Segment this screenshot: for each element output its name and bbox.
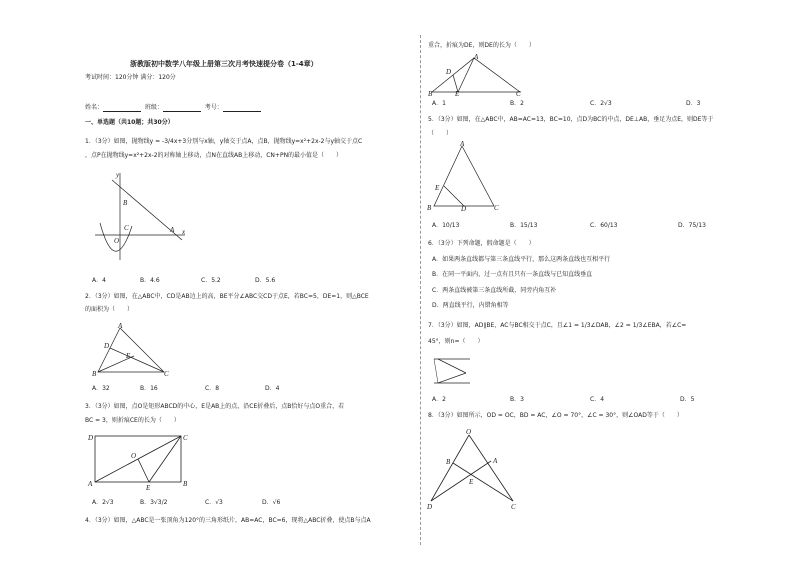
q8-label-b: B bbox=[446, 458, 451, 466]
q5-figure bbox=[426, 140, 506, 212]
q5-option-a[interactable]: A．10/13 bbox=[432, 222, 460, 229]
name-blank[interactable] bbox=[103, 105, 141, 112]
q4-option-d[interactable]: D．3 bbox=[686, 100, 701, 107]
q3-option-d[interactable]: D．√6 bbox=[262, 499, 281, 506]
q3-figure bbox=[87, 428, 197, 492]
q8-line-1: 8．（3分）如图所示，OD = OC，BD = AC，∠O = 70°，∠C = 30°，则∠OAD等于（ ） bbox=[428, 412, 683, 419]
class-label: 班级： bbox=[144, 104, 163, 111]
q1-label-y: y bbox=[116, 171, 120, 179]
q5-line-2: （ ） bbox=[428, 130, 453, 137]
q7-option-d[interactable]: D．5 bbox=[680, 396, 695, 403]
q2-option-d[interactable]: D．4 bbox=[265, 385, 280, 392]
q7-option-b[interactable]: B．3 bbox=[510, 396, 524, 403]
q3-line-1: 3．（3分）如图，点O是矩形ABCD的中心，E是AB上的点，沿CE折叠后，点B恰好与点O重合，若 bbox=[85, 403, 345, 410]
q6-choice-c[interactable]: C．两条直线被第三条直线所截，同旁内角互补 bbox=[432, 287, 557, 294]
q2-label-d: D bbox=[104, 342, 110, 350]
q6-line-1: 6．（3分）下列命题，假命题是（ ） bbox=[428, 240, 535, 247]
q3-option-b[interactable]: B．3√3/2 bbox=[140, 499, 168, 506]
q1-label-o: O bbox=[114, 237, 120, 245]
q3-label-b: B bbox=[183, 480, 188, 488]
q1-label-b: B bbox=[123, 199, 128, 207]
q4-line-1: 4．（3分）如图，△ABC是一张顶角为120°的三角形纸片，AB=AC，BC=6，现将△ABC折叠，使点B与点A bbox=[85, 517, 371, 524]
q2-figure bbox=[92, 320, 172, 380]
q7-option-a[interactable]: A．2 bbox=[432, 396, 446, 403]
q4-label-d: D bbox=[446, 68, 452, 76]
q8-figure bbox=[425, 425, 525, 510]
q3-label-a: A bbox=[88, 480, 93, 488]
q7-line-1: 7．（3分）如图，AD∥BE，AC与BC相交于点C，且∠1 = 1/3∠DAB，∠2 = 1/3∠EBA，若∠C= bbox=[428, 322, 687, 329]
q2-label-e: E bbox=[126, 352, 131, 360]
q5-option-d[interactable]: D．75/13 bbox=[678, 222, 706, 229]
q1-label-c: C bbox=[124, 224, 129, 232]
q3-label-c: C bbox=[183, 434, 188, 442]
q1-option-a[interactable]: A．4 bbox=[92, 277, 106, 284]
section-title: 一、单选题（共10题；共30分） bbox=[85, 119, 174, 126]
q6-choice-d[interactable]: D．两直线平行，内错角相等 bbox=[432, 302, 509, 309]
q3-label-e: E bbox=[146, 484, 151, 492]
q4-option-a[interactable]: A．1 bbox=[432, 100, 446, 107]
q4-label-a: A bbox=[474, 53, 479, 61]
q5-label-d: D bbox=[461, 205, 467, 212]
class-blank[interactable] bbox=[163, 105, 201, 112]
q7-line-2: 45°，则n=（ ） bbox=[428, 338, 484, 345]
q2-label-a: A bbox=[118, 322, 123, 330]
q8-label-c: C bbox=[511, 503, 516, 510]
q8-label-a: A bbox=[493, 457, 498, 465]
q5-label-e: E bbox=[435, 184, 440, 192]
q5-option-c[interactable]: C．60/13 bbox=[590, 222, 618, 229]
exam-no-blank[interactable] bbox=[223, 105, 261, 112]
q5-option-b[interactable]: B．15/13 bbox=[510, 222, 538, 229]
q4-label-c: C bbox=[516, 90, 521, 96]
q1-option-c[interactable]: C．5.2 bbox=[201, 277, 221, 284]
q2-line-1: 2．（3分）如图，在△ABC中，CD是AB边上的高，BE平分∠ABC交CD于点E，若BC=5，DE=1，则△BCE bbox=[85, 293, 369, 300]
q2-option-b[interactable]: B．16 bbox=[140, 385, 158, 392]
exam-title: 浙教版初中数学八年级上册第三次月考快速提分卷（1-4章） bbox=[130, 60, 318, 68]
q7-figure bbox=[430, 353, 480, 388]
q4-label-e: E bbox=[455, 90, 460, 96]
q6-choice-b[interactable]: B．在同一平面内，过一点有且只有一条直线与已知直线垂直 bbox=[432, 271, 593, 278]
q1-label-x: x bbox=[182, 228, 186, 236]
q4-figure bbox=[428, 52, 528, 96]
q5-label-a: A bbox=[460, 140, 465, 148]
q8-label-d: D bbox=[427, 503, 433, 510]
q6-choice-a[interactable]: A．如果两条直线都与第三条直线平行，那么这两条直线也互相平行 bbox=[432, 256, 611, 263]
exam-no-label: 考号： bbox=[204, 104, 223, 111]
q2-option-a[interactable]: A．32 bbox=[92, 385, 110, 392]
q2-label-b: B bbox=[92, 370, 97, 378]
q8-label-e: E bbox=[469, 478, 474, 486]
q7-option-c[interactable]: C．4 bbox=[590, 396, 605, 403]
q2-line-2: 的面积为（ ） bbox=[85, 306, 134, 313]
name-label: 姓名： bbox=[85, 104, 104, 111]
q8-label-o: O bbox=[466, 428, 472, 436]
q3-label-o: O bbox=[131, 452, 137, 460]
q3-label-d: D bbox=[88, 434, 94, 442]
q4-option-c[interactable]: C．2√3 bbox=[590, 100, 612, 107]
q2-label-c: C bbox=[164, 370, 169, 378]
q1-figure bbox=[90, 168, 190, 263]
q1-label-a: A bbox=[170, 226, 175, 234]
q5-label-b: B bbox=[427, 204, 432, 212]
q4-label-b: B bbox=[428, 90, 433, 96]
q3-option-a[interactable]: A．2√3 bbox=[92, 499, 114, 506]
student-info-row bbox=[85, 104, 261, 112]
q1-option-b[interactable]: B．4.6 bbox=[140, 277, 160, 284]
column-divider bbox=[420, 35, 421, 545]
exam-info: 考试时间：120分钟 满分：120分 bbox=[85, 74, 176, 81]
q4-option-b[interactable]: B．2 bbox=[510, 100, 524, 107]
q1-option-d[interactable]: D．5.6 bbox=[255, 277, 276, 284]
q1-line-1: 1．（3分）如图，抛物线y = -3/4x+3分别与x轴，y轴交于点A，点B，抛物线y=x²+2x-2与y轴交于点C bbox=[85, 138, 363, 145]
q2-option-c[interactable]: C．8 bbox=[205, 385, 220, 392]
q3-option-c[interactable]: C．√3 bbox=[205, 499, 223, 506]
q5-label-c: C bbox=[494, 204, 499, 212]
q5-line-1: 5．（3分）如图，在△ABC中，AB=AC=13，BC=10，点D为BC的中点，DE⊥AB，垂足为点E，则DE等于 bbox=[428, 116, 714, 123]
q1-line-2: ，点P在抛物线y=x²+2x-2的对称轴上移动，点N在直线AB上移动，CN+PN的最小值是（ ） bbox=[85, 152, 343, 159]
q3-line-2: BC = 3，则折痕CE的长为（ ） bbox=[85, 417, 180, 424]
q4-line-2: 重合，折痕为DE，则DE的长为（ ） bbox=[428, 42, 535, 49]
